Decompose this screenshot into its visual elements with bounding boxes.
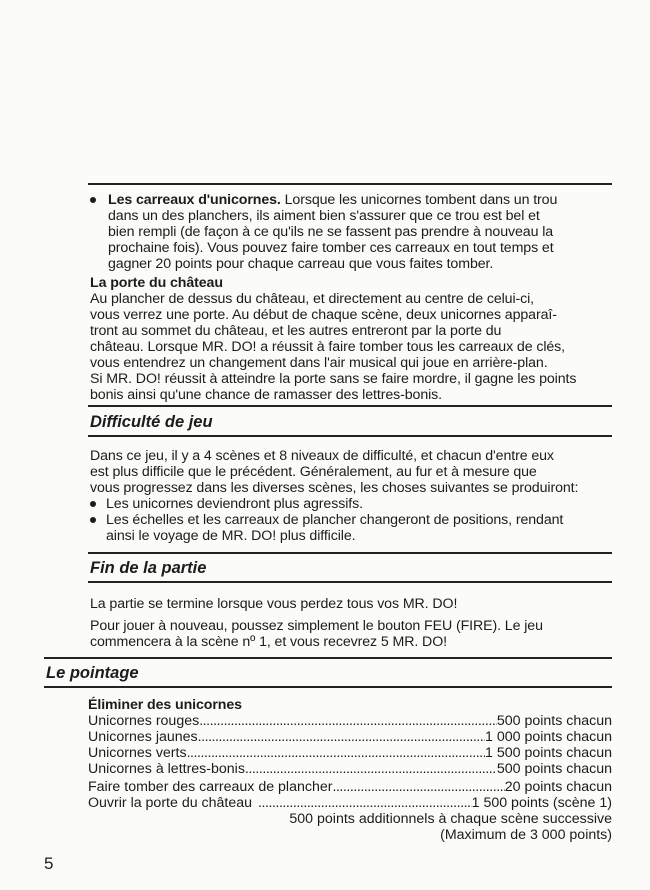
- dot-leader: [245, 761, 497, 777]
- score-label: Ouvrir la porte du château: [88, 795, 253, 811]
- score-label: Unicornes à lettres-bonis: [88, 761, 245, 777]
- section-rule: [88, 405, 612, 407]
- score-label: Unicornes verts: [88, 745, 187, 761]
- castle-door-line: tront au sommet du château, et les autres entreront par la porte du: [90, 323, 502, 339]
- castle-door-title: La porte du château: [90, 275, 223, 291]
- game-end-line: commencera à la scène nº 1, et vous recevrez 5 MR. DO!: [90, 634, 447, 650]
- score-row: [88, 761, 612, 777]
- castle-door-line: Au plancher de dessus du château, et directement au centre de celui-ci,: [90, 291, 535, 307]
- page-number: 5: [44, 854, 54, 873]
- section-rule: [88, 552, 612, 554]
- dot-leader: [199, 713, 497, 729]
- game-end-line: La partie se termine lorsque vous perdez tous vos MR. DO!: [90, 596, 458, 612]
- score-value: 500 points chacun: [496, 713, 612, 729]
- castle-door-line: château. Lorsque MR. DO! a réussit à faire tomber tous les carreaux de clés,: [90, 339, 565, 355]
- difficulty-line: est plus difficile que le précédent. Généralement, au fur et à mesure que: [90, 464, 537, 480]
- score-row: [88, 745, 612, 761]
- score-value: 1 500 points (scène 1): [471, 795, 612, 811]
- unicorn-tiles-line: Lorsque les unicornes tombent dans un trou: [284, 192, 558, 208]
- castle-door-line: vous entendrez un changement dans l'air musical qui joue en arrière-plan.: [90, 355, 548, 371]
- castle-door-line: Si MR. DO! réussit à atteindre la porte sans se faire mordre, il gagne les points: [90, 371, 577, 387]
- dot-leader: [198, 729, 485, 745]
- score-row: [88, 779, 612, 795]
- score-label: Unicornes jaunes: [88, 729, 198, 745]
- score-row: [88, 795, 612, 811]
- dot-leader: [258, 795, 472, 811]
- section-rule: [88, 183, 612, 185]
- difficulty-bullet: Les unicornes deviendront plus agressifs.: [106, 496, 363, 512]
- score-value: 1 000 points chacun: [485, 729, 612, 745]
- bullet-icon: [90, 517, 96, 523]
- unicorn-tiles-line: prochaine fois). Vous pouvez faire tomber ces carreaux en tout temps et: [108, 240, 554, 256]
- section-rule: [44, 657, 612, 659]
- section-rule: [88, 435, 612, 437]
- unicorn-tiles-line: gagner 20 points pour chaque carreau que vous faites tomber.: [108, 256, 494, 272]
- score-row: [88, 729, 612, 745]
- dot-leader: [187, 745, 485, 761]
- paragraph-line: [108, 192, 557, 208]
- difficulty-line: vous progressez dans les diverses scènes, les choses suivantes se produiront:: [90, 480, 579, 496]
- dot-leader: [332, 779, 504, 795]
- bullet-icon: [90, 197, 96, 203]
- difficulty-heading: Difficulté de jeu: [90, 413, 213, 431]
- score-value: 500 points chacun: [496, 761, 612, 777]
- score-row: [88, 713, 612, 729]
- game-end-heading: Fin de la partie: [90, 559, 207, 577]
- unicorn-tiles-title: Les carreaux d'unicornes.: [108, 192, 281, 208]
- unicorn-tiles-line: bien rempli (de façon à ce qu'ils ne se fassent pas prendre à nouveau la: [108, 224, 554, 240]
- score-value: 1 500 points chacun: [485, 745, 612, 761]
- score-note: (Maximum de 3 000 points): [440, 827, 612, 843]
- difficulty-line: Dans ce jeu, il y a 4 scènes et 8 niveaux de difficulté, et chacun d'entre eux: [90, 448, 554, 464]
- unicorn-tiles-line: dans un des planchers, ils aiment bien s'assurer que ce trou est bel et: [108, 208, 540, 224]
- scoring-subheading: Éliminer des unicornes: [88, 697, 242, 713]
- score-note: 500 points additionnels à chaque scène successive: [289, 811, 612, 827]
- score-label: Unicornes rouges: [88, 713, 200, 729]
- castle-door-line: bonis ainsi qu'une chance de ramasser des lettres-bonis.: [90, 387, 442, 403]
- score-value: 20 points chacun: [504, 779, 612, 795]
- scoring-heading: Le pointage: [46, 664, 139, 682]
- difficulty-bullet: ainsi le voyage de MR. DO! plus difficile.: [106, 528, 356, 544]
- section-rule: [44, 686, 612, 688]
- bullet-icon: [90, 501, 96, 507]
- score-label: Faire tomber des carreaux de plancher: [88, 779, 333, 795]
- castle-door-line: vous verrez une porte. Au début de chaque scène, deux unicornes apparaî-: [90, 307, 557, 323]
- section-rule: [88, 581, 612, 583]
- game-end-line: Pour jouer à nouveau, poussez simplement le bouton FEU (FIRE). Le jeu: [90, 618, 543, 634]
- difficulty-bullet: Les échelles et les carreaux de plancher changeront de positions, rendant: [106, 512, 564, 528]
